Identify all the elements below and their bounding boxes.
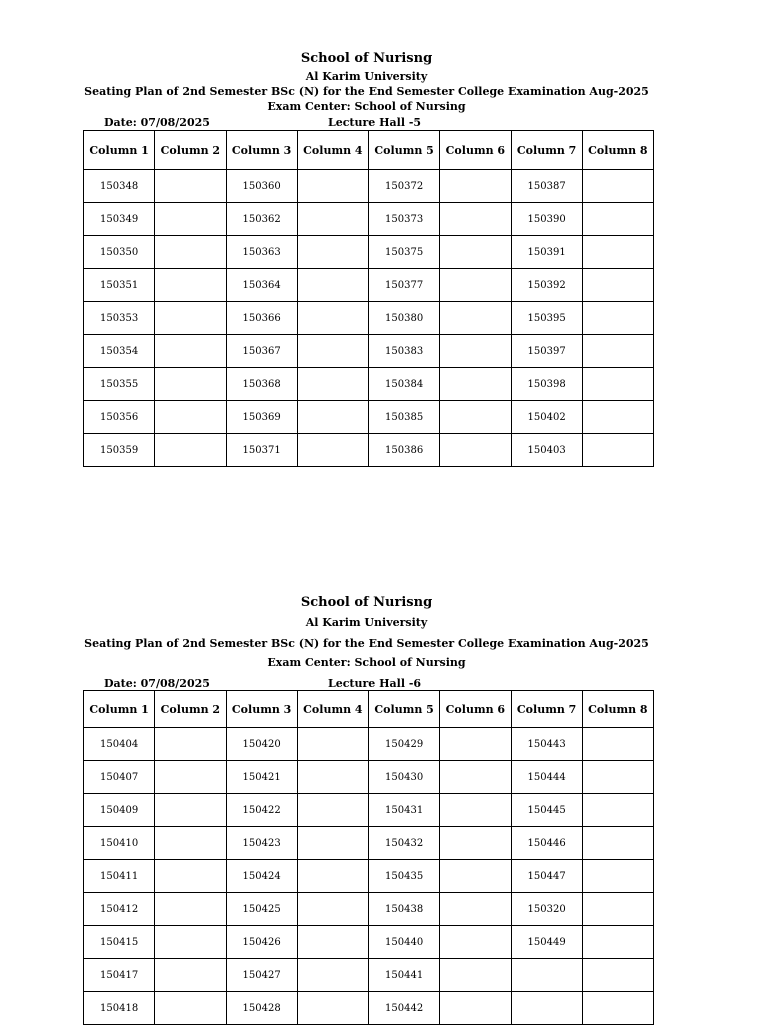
seat-cell — [511, 992, 582, 1025]
seat-cell — [155, 728, 226, 761]
column-header: Column 8 — [582, 131, 653, 170]
seat-cell — [440, 335, 511, 368]
seat-cell — [297, 959, 368, 992]
seat-cell — [155, 893, 226, 926]
table-row — [84, 992, 654, 1025]
seat-cell — [297, 827, 368, 860]
seat-cell: 150355 — [84, 368, 155, 401]
seat-cell: 150443 — [511, 728, 582, 761]
seat-cell — [582, 236, 653, 269]
seat-cell — [297, 269, 368, 302]
seat-cell — [155, 959, 226, 992]
seat-cell — [582, 926, 653, 959]
column-header: Column 3 — [226, 131, 297, 170]
seat-cell — [582, 434, 653, 467]
seat-cell — [440, 959, 511, 992]
seat-cell — [155, 926, 226, 959]
seat-cell: 150449 — [511, 926, 582, 959]
seat-cell: 150423 — [226, 827, 297, 860]
seat-cell: 150425 — [226, 893, 297, 926]
seat-cell — [155, 335, 226, 368]
seat-cell — [440, 434, 511, 467]
lecture-hall: Lecture Hall -5 — [328, 116, 422, 129]
school-title: School of Nurisng — [300, 595, 433, 610]
seat-cell — [297, 401, 368, 434]
seat-cell — [440, 827, 511, 860]
seat-cell: 150431 — [369, 794, 440, 827]
seat-cell: 150390 — [511, 203, 582, 236]
seat-cell: 150368 — [226, 368, 297, 401]
seat-cell: 150417 — [84, 959, 155, 992]
seat-cell — [155, 860, 226, 893]
seat-cell: 150418 — [84, 992, 155, 1025]
table-row — [84, 728, 654, 761]
table-row — [84, 269, 654, 302]
seat-cell: 150409 — [84, 794, 155, 827]
seat-cell — [582, 302, 653, 335]
university-name: Al Karim University — [305, 616, 428, 629]
table-row — [84, 893, 654, 926]
seat-cell — [582, 203, 653, 236]
seat-cell — [440, 926, 511, 959]
university-name: Al Karim University — [305, 70, 428, 83]
seat-cell: 150372 — [369, 170, 440, 203]
exam-center: Exam Center: School of Nursing — [267, 656, 466, 669]
seat-cell — [155, 827, 226, 860]
seat-cell — [440, 269, 511, 302]
plan-heading: Seating Plan of 2nd Semester BSc (N) for the End Semester College Examination Aug-2025 — [84, 637, 649, 650]
seat-cell: 150348 — [84, 170, 155, 203]
seat-cell: 150422 — [226, 794, 297, 827]
seat-cell — [297, 728, 368, 761]
seat-cell: 150428 — [226, 992, 297, 1025]
seat-cell: 150350 — [84, 236, 155, 269]
seat-cell: 150440 — [369, 926, 440, 959]
seat-cell: 150427 — [226, 959, 297, 992]
seat-cell: 150360 — [226, 170, 297, 203]
seat-cell — [155, 434, 226, 467]
seat-cell — [440, 368, 511, 401]
seat-cell — [582, 401, 653, 434]
seat-cell — [440, 170, 511, 203]
table-row — [84, 761, 654, 794]
seat-cell — [582, 761, 653, 794]
seat-cell — [297, 893, 368, 926]
seat-cell — [511, 959, 582, 992]
column-header: Column 5 — [369, 691, 440, 728]
seat-cell: 150387 — [511, 170, 582, 203]
seat-cell: 150403 — [511, 434, 582, 467]
seat-cell — [155, 170, 226, 203]
seat-cell: 150420 — [226, 728, 297, 761]
table-row — [84, 959, 654, 992]
seat-cell: 150377 — [369, 269, 440, 302]
seat-cell — [155, 302, 226, 335]
seat-cell: 150424 — [226, 860, 297, 893]
seat-cell — [155, 761, 226, 794]
seat-cell: 150373 — [369, 203, 440, 236]
seat-cell — [297, 203, 368, 236]
seat-cell: 150371 — [226, 434, 297, 467]
exam-date: Date: 07/08/2025 — [104, 677, 210, 690]
seat-cell: 150367 — [226, 335, 297, 368]
seat-cell: 150320 — [511, 893, 582, 926]
seat-cell — [155, 794, 226, 827]
seating-table — [83, 130, 654, 467]
seat-cell: 150429 — [369, 728, 440, 761]
seat-cell — [582, 728, 653, 761]
seat-cell — [440, 236, 511, 269]
seat-cell — [440, 992, 511, 1025]
column-header: Column 6 — [440, 691, 511, 728]
seat-cell: 150395 — [511, 302, 582, 335]
seat-cell — [155, 269, 226, 302]
seat-cell: 150438 — [369, 893, 440, 926]
seat-cell — [155, 203, 226, 236]
seat-cell: 150363 — [226, 236, 297, 269]
seat-cell: 150375 — [369, 236, 440, 269]
seat-cell — [155, 992, 226, 1025]
table-row — [84, 203, 654, 236]
column-header: Column 1 — [84, 131, 155, 170]
seat-cell — [440, 728, 511, 761]
seat-cell: 150407 — [84, 761, 155, 794]
seat-cell: 150411 — [84, 860, 155, 893]
seat-cell — [582, 992, 653, 1025]
seat-cell — [155, 401, 226, 434]
plan-heading: Seating Plan of 2nd Semester BSc (N) for the End Semester College Examination Aug-2025 — [84, 85, 649, 98]
seat-cell — [582, 860, 653, 893]
seat-cell: 150353 — [84, 302, 155, 335]
column-header: Column 2 — [155, 691, 226, 728]
seating-table — [83, 690, 654, 1025]
table-row — [84, 434, 654, 467]
seat-cell: 150447 — [511, 860, 582, 893]
seat-cell — [440, 302, 511, 335]
column-header: Column 2 — [155, 131, 226, 170]
seat-cell — [297, 761, 368, 794]
seat-cell: 150415 — [84, 926, 155, 959]
seat-cell — [582, 827, 653, 860]
seat-cell: 150402 — [511, 401, 582, 434]
seat-cell: 150397 — [511, 335, 582, 368]
column-header: Column 3 — [226, 691, 297, 728]
seat-cell: 150384 — [369, 368, 440, 401]
seat-cell — [297, 434, 368, 467]
table-header-row — [84, 691, 654, 728]
seat-cell: 150354 — [84, 335, 155, 368]
seat-cell — [440, 401, 511, 434]
seat-cell: 150444 — [511, 761, 582, 794]
seat-cell — [582, 368, 653, 401]
seat-cell — [440, 860, 511, 893]
seat-cell — [155, 236, 226, 269]
seat-cell — [582, 269, 653, 302]
table-row — [84, 335, 654, 368]
seat-cell: 150445 — [511, 794, 582, 827]
table-row — [84, 926, 654, 959]
school-title: School of Nurisng — [300, 51, 433, 66]
lecture-hall: Lecture Hall -6 — [328, 677, 422, 690]
seat-cell — [155, 368, 226, 401]
seat-cell — [297, 236, 368, 269]
seat-cell — [582, 335, 653, 368]
seat-cell: 150351 — [84, 269, 155, 302]
seat-cell — [582, 794, 653, 827]
seat-cell: 150398 — [511, 368, 582, 401]
table-row — [84, 860, 654, 893]
table-row — [84, 794, 654, 827]
seat-cell — [440, 203, 511, 236]
seat-cell — [297, 170, 368, 203]
seat-cell: 150386 — [369, 434, 440, 467]
seat-cell — [582, 170, 653, 203]
table-row — [84, 170, 654, 203]
column-header: Column 4 — [297, 131, 368, 170]
column-header: Column 1 — [84, 691, 155, 728]
column-header: Column 7 — [511, 131, 582, 170]
seat-cell — [297, 992, 368, 1025]
table-row — [84, 302, 654, 335]
seat-cell — [297, 335, 368, 368]
table-header-row — [84, 131, 654, 170]
seat-cell — [297, 794, 368, 827]
seat-cell — [440, 893, 511, 926]
seat-cell: 150392 — [511, 269, 582, 302]
seat-cell: 150435 — [369, 860, 440, 893]
column-header: Column 8 — [582, 691, 653, 728]
seat-cell: 150391 — [511, 236, 582, 269]
seat-cell: 150412 — [84, 893, 155, 926]
seat-cell: 150385 — [369, 401, 440, 434]
table-row — [84, 236, 654, 269]
seat-cell — [582, 959, 653, 992]
seat-cell: 150356 — [84, 401, 155, 434]
column-header: Column 4 — [297, 691, 368, 728]
seat-cell — [440, 761, 511, 794]
seat-cell — [440, 794, 511, 827]
seat-cell: 150359 — [84, 434, 155, 467]
seat-cell: 150430 — [369, 761, 440, 794]
seat-cell — [297, 302, 368, 335]
column-header: Column 6 — [440, 131, 511, 170]
seat-cell: 150421 — [226, 761, 297, 794]
exam-center: Exam Center: School of Nursing — [267, 100, 466, 113]
exam-date: Date: 07/08/2025 — [104, 116, 210, 129]
table-row — [84, 401, 654, 434]
table-row — [84, 827, 654, 860]
seat-cell — [297, 860, 368, 893]
seat-cell: 150432 — [369, 827, 440, 860]
seat-cell: 150446 — [511, 827, 582, 860]
seat-cell: 150442 — [369, 992, 440, 1025]
seat-cell — [297, 368, 368, 401]
seat-cell: 150366 — [226, 302, 297, 335]
column-header: Column 5 — [369, 131, 440, 170]
seat-cell: 150380 — [369, 302, 440, 335]
seat-cell — [582, 893, 653, 926]
seat-cell: 150404 — [84, 728, 155, 761]
table-row — [84, 368, 654, 401]
seat-cell — [297, 926, 368, 959]
seat-cell: 150410 — [84, 827, 155, 860]
seat-cell: 150441 — [369, 959, 440, 992]
seat-cell: 150369 — [226, 401, 297, 434]
seat-cell: 150349 — [84, 203, 155, 236]
seat-cell: 150426 — [226, 926, 297, 959]
seat-cell: 150364 — [226, 269, 297, 302]
seat-cell: 150362 — [226, 203, 297, 236]
column-header: Column 7 — [511, 691, 582, 728]
seat-cell: 150383 — [369, 335, 440, 368]
